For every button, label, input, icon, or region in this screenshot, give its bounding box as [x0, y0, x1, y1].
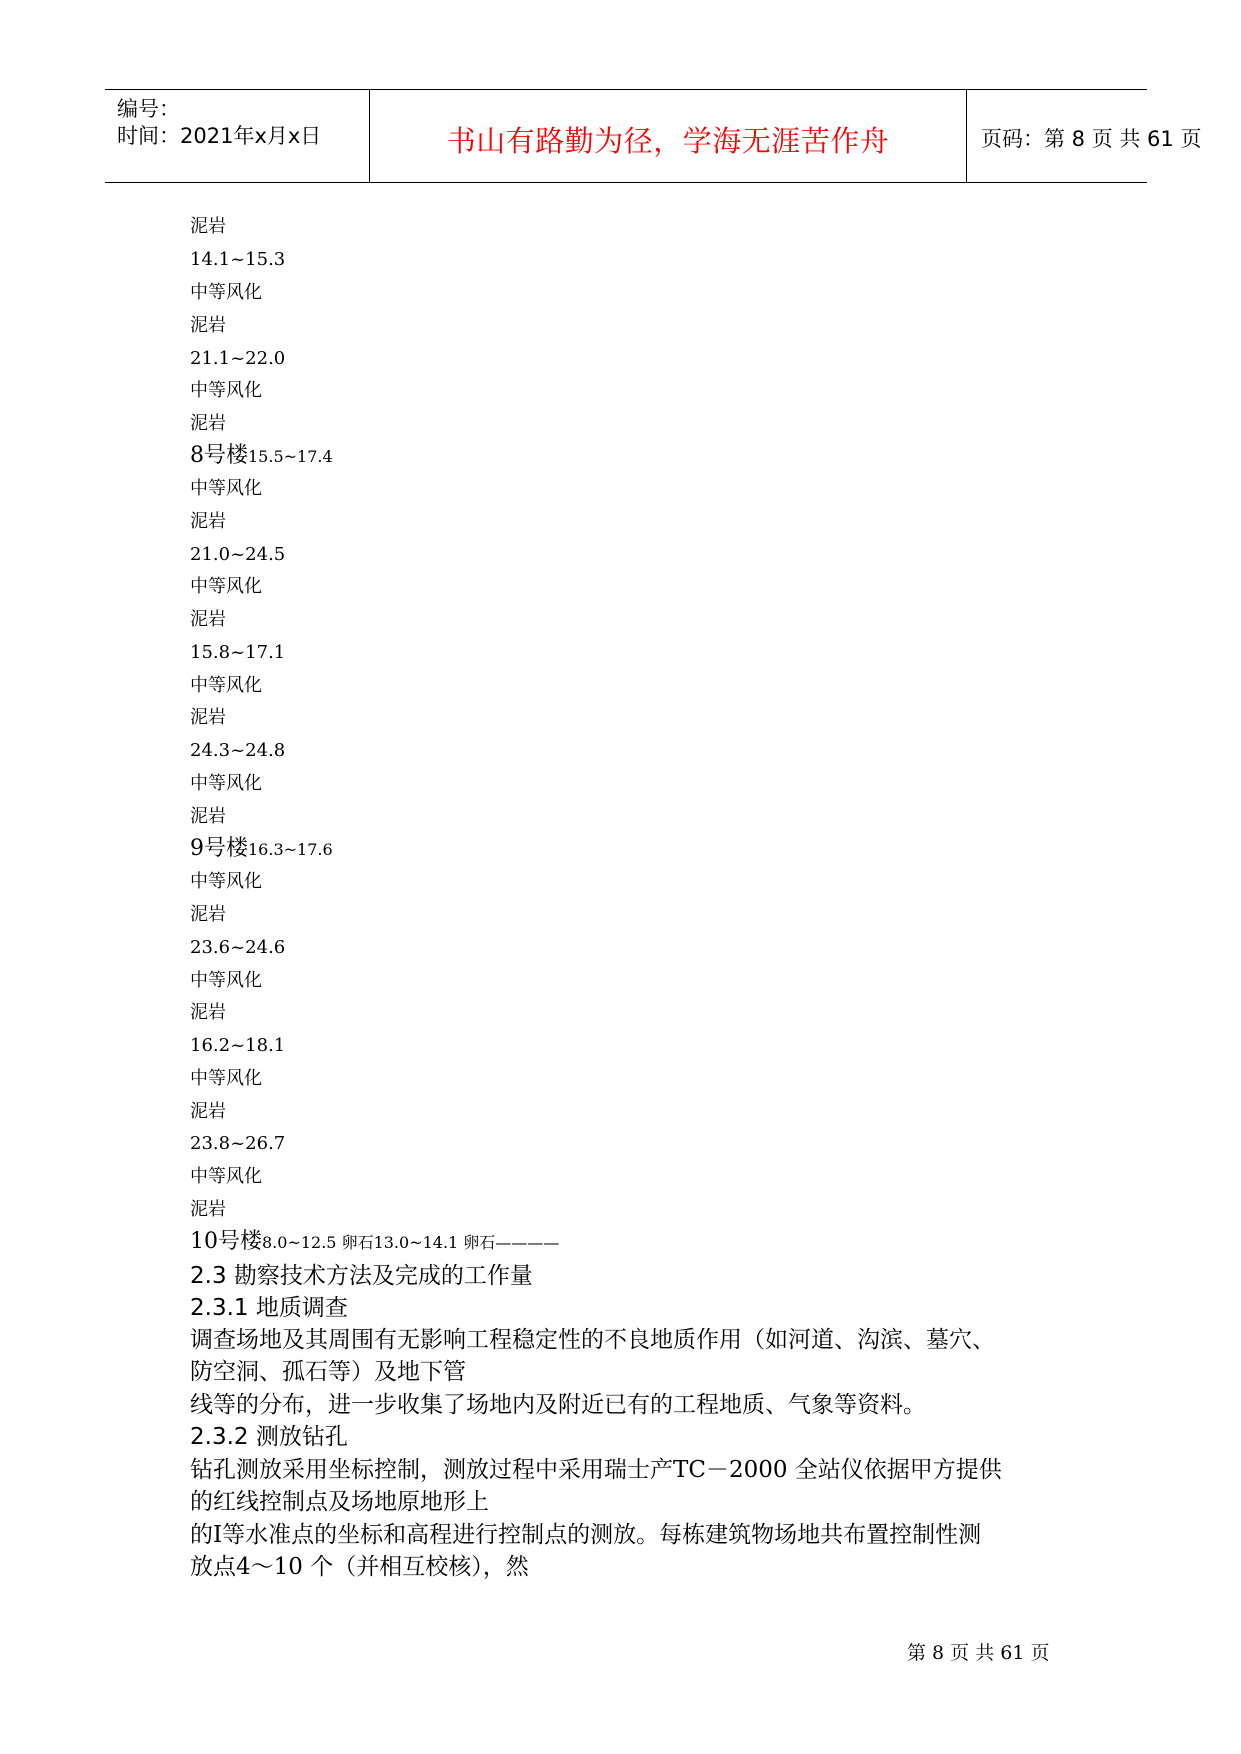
body-line: 中等风化	[190, 380, 262, 401]
building-8-label: 8号楼	[190, 443, 248, 468]
page-header	[105, 89, 1202, 183]
body-line: 16.2~18.1	[190, 1035, 286, 1056]
body-line: 中等风化	[190, 970, 262, 991]
body-line: 中等风化	[190, 282, 262, 303]
body-line: 泥岩	[190, 609, 226, 630]
header-motto: 书山有路勤为径，学海无涯苦作舟	[446, 124, 890, 158]
header-meta-cell	[105, 90, 370, 182]
body-line: 中等风化	[190, 675, 262, 696]
header-number-label: 编号：	[117, 97, 180, 121]
body-line: 泥岩	[190, 1101, 226, 1122]
body-line: 中等风化	[190, 478, 262, 499]
body-line: 24.3~24.8	[190, 740, 286, 761]
paragraph-line: 放点4～10 个（并相互校核），然	[190, 1554, 529, 1580]
body-line: 泥岩	[190, 1002, 226, 1023]
building-9-line	[190, 838, 333, 861]
body-line: 泥岩	[190, 1199, 226, 1220]
body-line: 泥岩	[190, 707, 226, 728]
body-line: 14.1~15.3	[190, 249, 286, 270]
body-line: 21.1~22.0	[190, 348, 286, 369]
paragraph-line: 调查场地及其周围有无影响工程稳定性的不良地质作用（如河道、沟滨、墓穴、	[190, 1327, 995, 1353]
body-line: 泥岩	[190, 315, 226, 336]
building-9-value: 16.3~17.6	[248, 840, 333, 859]
body-line: 泥岩	[190, 511, 226, 532]
paragraph-line: 的红线控制点及场地原地形上	[190, 1489, 489, 1515]
building-9-label: 9号楼	[190, 836, 248, 861]
paragraph-line: 防空洞、孤石等）及地下管	[190, 1359, 466, 1385]
body-line: 23.8~26.7	[190, 1133, 286, 1154]
body-line: 15.8~17.1	[190, 642, 286, 663]
body-line: 中等风化	[190, 1068, 262, 1089]
body-line: 中等风化	[190, 773, 262, 794]
building-10-value: 8.0~12.5 卵石13.0~14.1 卵石————	[262, 1233, 560, 1252]
paragraph-line: 线等的分布，进一步收集了场地内及附近已有的工程地质、气象等资料。	[190, 1392, 926, 1418]
header-page-info: 页码：第 8 页 共 61 页	[981, 127, 1202, 151]
building-10-line	[190, 1231, 559, 1254]
body-line: 泥岩	[190, 413, 226, 434]
body-line: 泥岩	[190, 806, 226, 827]
paragraph-line: 的I等水准点的坐标和高程进行控制点的测放。每栋建筑物场地共布置控制性测	[190, 1522, 982, 1548]
section-heading-2-3-2: 2.3.2 测放钻孔	[190, 1424, 348, 1450]
header-page-cell	[967, 90, 1202, 182]
section-heading-2-3-1: 2.3.1 地质调查	[190, 1295, 348, 1321]
building-10-label: 10号楼	[190, 1229, 262, 1254]
body-line: 中等风化	[190, 871, 262, 892]
section-heading-2-3: 2.3 勘察技术方法及完成的工作量	[190, 1263, 533, 1289]
body-line: 21.0~24.5	[190, 544, 286, 565]
paragraph-line: 钻孔测放采用坐标控制，测放过程中采用瑞士产TC－2000 全站仪依据甲方提供	[190, 1457, 1002, 1483]
body-line: 中等风化	[190, 1166, 262, 1187]
body-line: 23.6~24.6	[190, 937, 286, 958]
body-line: 泥岩	[190, 216, 226, 237]
building-8-value: 15.5~17.4	[248, 447, 333, 466]
body-line: 中等风化	[190, 576, 262, 597]
header-time-label: 时间：2021年x月x日	[117, 124, 322, 148]
page-footer: 第 8 页 共 61 页	[907, 1642, 1050, 1664]
body-line: 泥岩	[190, 904, 226, 925]
header-motto-cell	[370, 90, 967, 182]
building-8-line	[190, 445, 333, 468]
